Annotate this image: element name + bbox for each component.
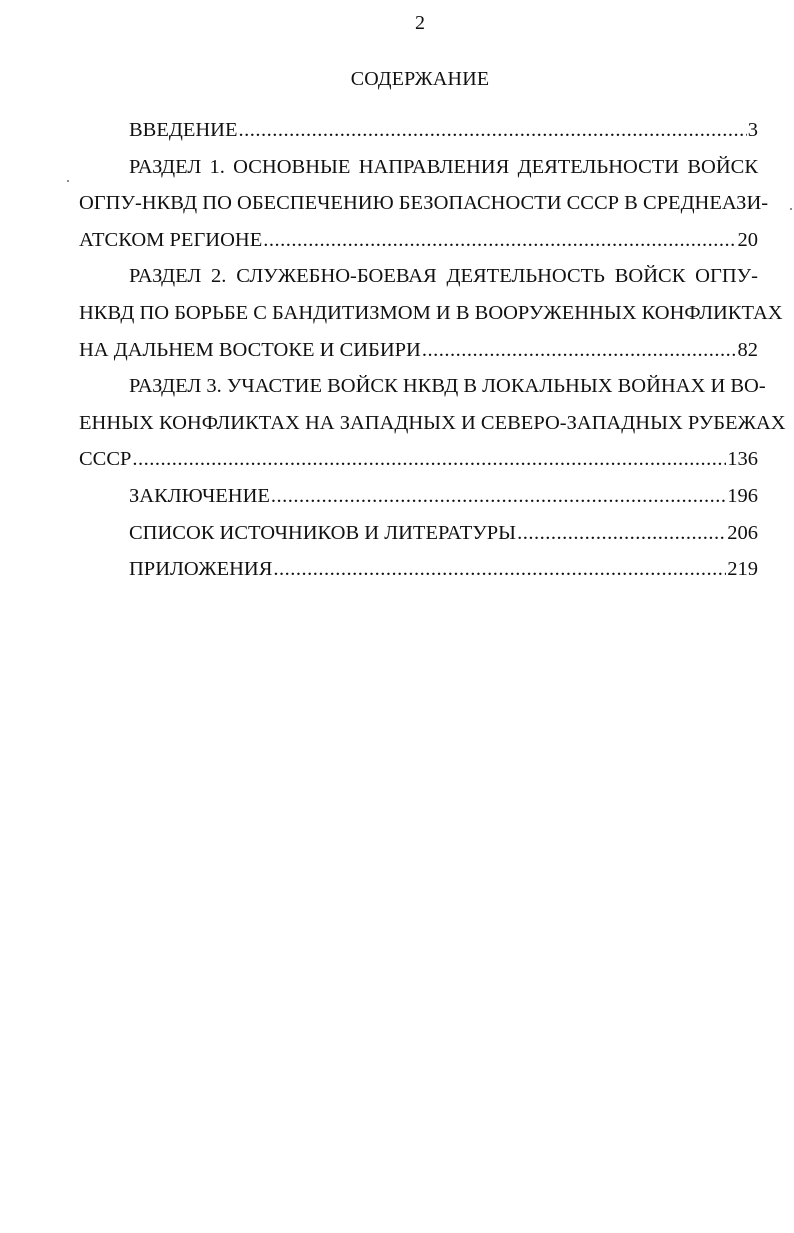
toc-entry-appendices[interactable] (79, 554, 758, 591)
toc-entry-section-2-line-3[interactable] (79, 335, 758, 372)
dot-leader (263, 225, 736, 255)
dot-leader (271, 481, 726, 511)
toc-entry-text: РАЗДЕЛ 1. ОСНОВНЫЕ НАПРАВЛЕНИЯ ДЕЯТЕЛЬНОСТИ ВОЙСК (129, 155, 758, 178)
dot-leader (273, 554, 726, 584)
scan-speck (790, 208, 792, 210)
toc-entry-section-1-line-3[interactable] (79, 225, 758, 262)
toc-title: СОДЕРЖАНИЕ (350, 68, 490, 90)
toc-entry-text: РАЗДЕЛ 3. УЧАСТИЕ ВОЙСК НКВД В ЛОКАЛЬНЫХ ВОЙНАХ И ВО- (129, 375, 766, 398)
toc-entry-page: 219 (727, 558, 758, 581)
toc-entry-conclusion[interactable] (79, 481, 758, 518)
toc-entry-label: ВВЕДЕНИЕ (129, 119, 238, 141)
toc-entry-label: ЗАКЛЮЧЕНИЕ (129, 484, 270, 507)
dot-leader (132, 444, 726, 474)
toc-entry-page: 82 (737, 338, 758, 361)
toc-entry-page: 136 (727, 448, 758, 471)
toc-entry-section-1-line-2[interactable] (79, 188, 769, 225)
toc-entry-section-3-line-1[interactable] (79, 371, 766, 408)
toc-entry-section-2-line-2[interactable] (79, 298, 783, 335)
toc-entry-sources[interactable] (79, 518, 758, 555)
table-of-contents (79, 115, 786, 591)
dot-leader (517, 518, 726, 548)
toc-entry-section-2-line-1[interactable] (79, 261, 758, 298)
toc-entry-introduction[interactable] (79, 115, 758, 152)
toc-entry-page: 20 (737, 228, 758, 251)
toc-entry-text: НА ДАЛЬНЕМ ВОСТОКЕ И СИБИРИ (79, 338, 421, 361)
dot-leader (422, 335, 737, 365)
toc-entry-label: СПИСОК ИСТОЧНИКОВ И ЛИТЕРАТУРЫ (129, 521, 517, 544)
toc-entry-section-1-line-1[interactable] (79, 152, 758, 189)
page-number: 2 (415, 12, 425, 34)
toc-entry-section-3-line-3[interactable] (79, 444, 758, 481)
toc-entry-section-3-line-2[interactable] (79, 408, 786, 445)
toc-entry-page: 3 (747, 119, 758, 141)
toc-entry-text: СССР (79, 448, 132, 471)
toc-entry-page: 196 (727, 484, 758, 507)
toc-entry-text: НКВД ПО БОРЬБЕ С БАНДИТИЗМОМ И В ВООРУЖЕННЫХ КОНФЛИКТАХ (79, 301, 783, 324)
scan-speck (67, 180, 69, 182)
toc-entry-text: ОГПУ-НКВД ПО ОБЕСПЕЧЕНИЮ БЕЗОПАСНОСТИ СССР В СРЕДНЕАЗИ- (79, 192, 769, 215)
toc-entry-text: ЕННЫХ КОНФЛИКТАХ НА ЗАПАДНЫХ И СЕВЕРО-ЗАПАДНЫХ РУБЕЖАХ (79, 411, 786, 434)
toc-entry-label: ПРИЛОЖЕНИЯ (129, 558, 273, 581)
toc-entry-text: РАЗДЕЛ 2. СЛУЖЕБНО-БОЕВАЯ ДЕЯТЕЛЬНОСТЬ ВОЙСК ОГПУ- (129, 265, 758, 288)
dot-leader (239, 115, 747, 145)
toc-entry-text: АТСКОМ РЕГИОНЕ (79, 228, 263, 251)
toc-entry-page: 206 (727, 521, 758, 544)
